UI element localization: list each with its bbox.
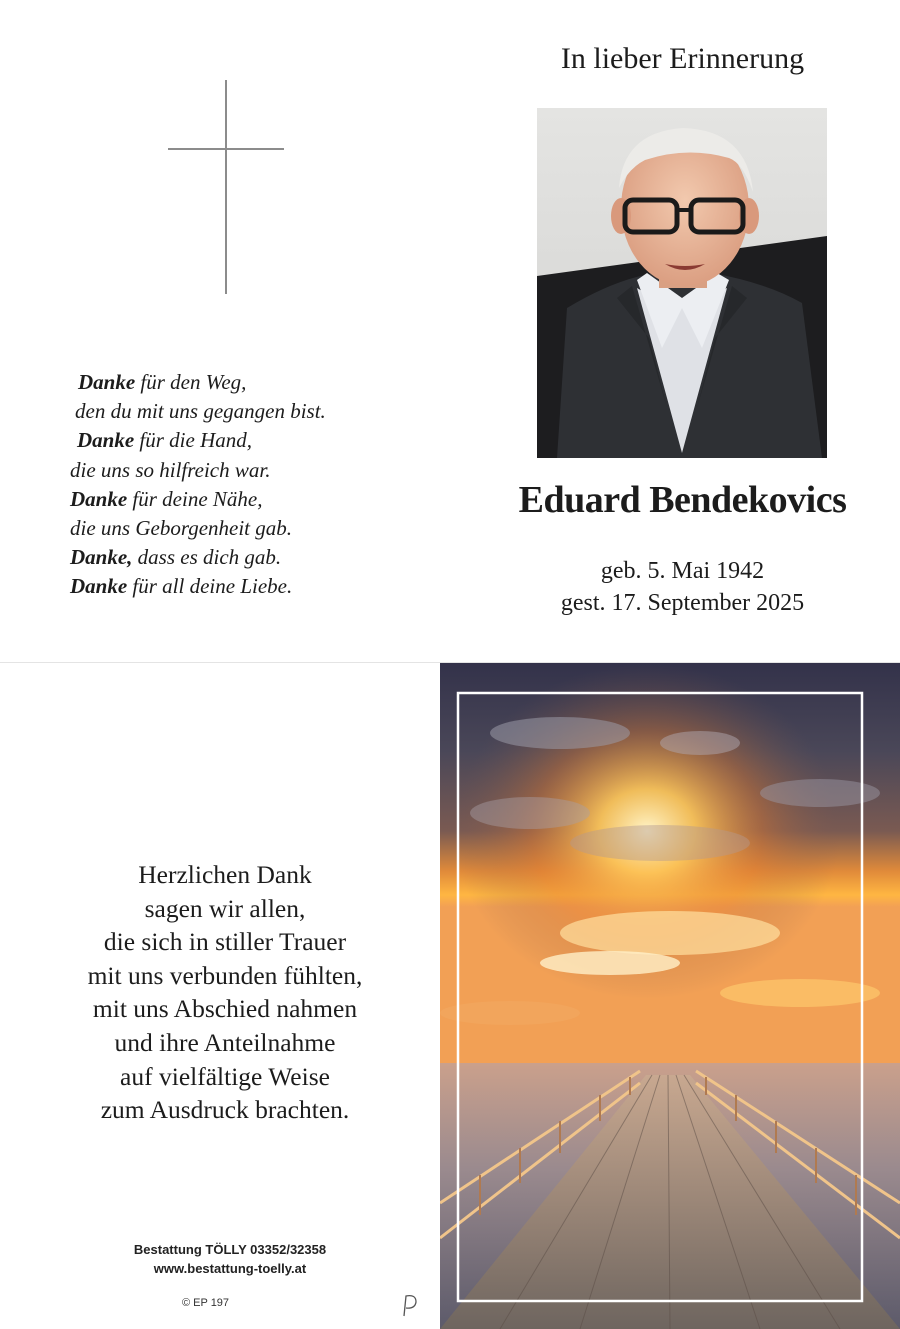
thanks-line: Herzlichen Dank xyxy=(138,860,312,889)
deceased-name: Eduard Bendekovics xyxy=(518,479,847,521)
death-date: gest. 17. September 2025 xyxy=(560,590,805,616)
undertaker-phone: Bestattung TÖLLY 03352/32358 xyxy=(133,1242,327,1257)
poem-line: Danke, dass es dich gab. xyxy=(70,545,282,570)
thanks-line: auf vielfältige Weise xyxy=(120,1061,330,1091)
signature-mark xyxy=(398,1290,422,1320)
in-memory-heading: In lieber Erinnerung xyxy=(560,42,805,75)
thank-you-text xyxy=(45,858,405,1127)
poem-line: den du mit uns gegangen bist. xyxy=(75,399,326,424)
thanks-line: die sich in stiller Trauer xyxy=(103,927,347,957)
undertaker-info xyxy=(100,1240,360,1278)
sunset-pier-image xyxy=(440,663,900,1329)
poem-line: die uns so hilfreich war. xyxy=(70,457,271,482)
thanks-line: mit uns Abschied nahmen xyxy=(92,994,358,1024)
undertaker-website: www.bestattung-toelly.at xyxy=(153,1261,307,1276)
thanks-line: zum Ausdruck brachten. xyxy=(100,1095,350,1125)
poem-line: die uns Geborgenheit gab. xyxy=(70,516,293,541)
copyright-note: © EP 197 xyxy=(182,1297,230,1309)
thanks-line: mit uns verbunden fühlten, xyxy=(87,960,363,990)
thanks-line: und ihre Anteilnahme xyxy=(114,1027,336,1057)
cross-icon xyxy=(168,80,284,294)
portrait-photo xyxy=(537,108,827,458)
poem xyxy=(58,368,418,602)
poem-line: Danke für deine Nähe, xyxy=(70,486,263,511)
birth-date: geb. 5. Mai 1942 xyxy=(600,558,765,584)
poem-line: Danke für den Weg, xyxy=(78,370,247,394)
poem-line: Danke für all deine Liebe. xyxy=(70,574,293,599)
thanks-line: sagen wir allen, xyxy=(144,893,306,923)
poem-line: Danke für die Hand, xyxy=(77,428,252,453)
